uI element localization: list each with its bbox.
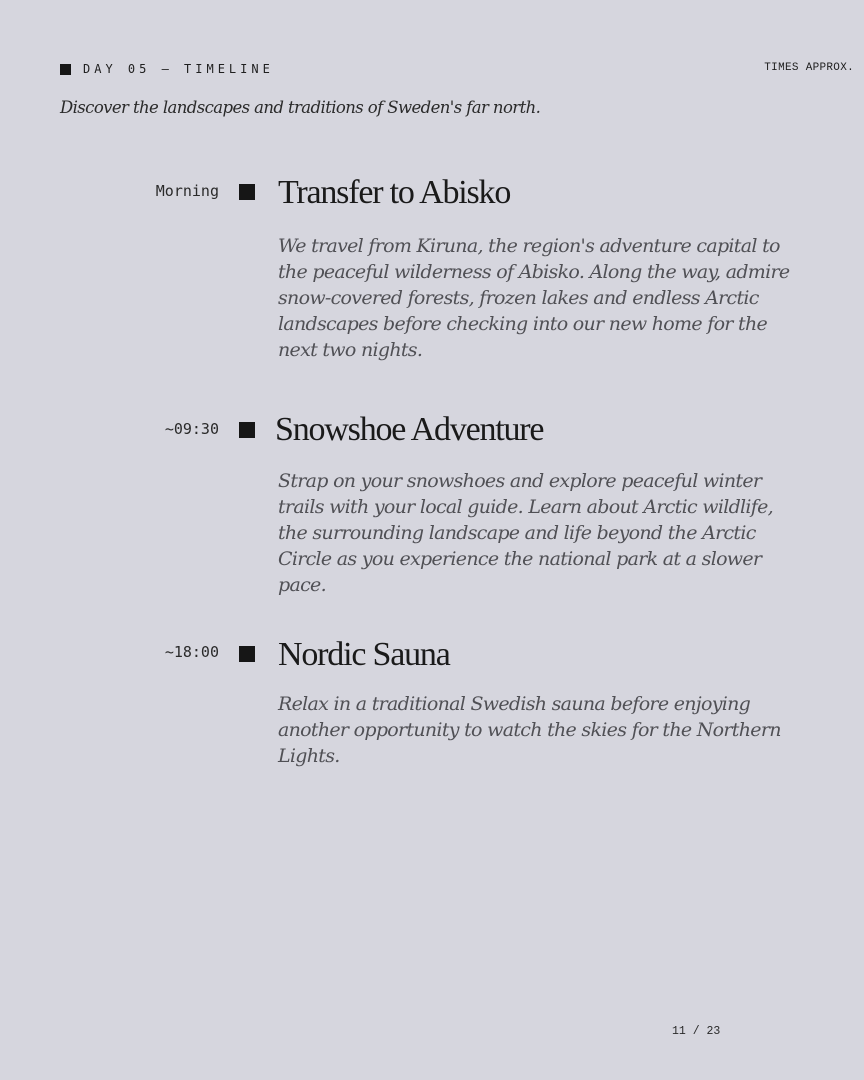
entry-title: Snowshoe Adventure [275,411,544,448]
square-marker-icon [239,184,255,200]
entry-time: ~18:00 [164,643,219,661]
entry-title: Transfer to Abisko [278,174,511,211]
section-eyebrow: DAY 05 — TIMELINE [83,62,274,76]
entry-title: Nordic Sauna [278,636,450,673]
times-approx-note: TIMES APPROX. [764,62,854,74]
entry-description: We travel from Kiruna, the region's adventure capital to the peaceful wilderness of Abisko. Along the way, admire snow-covered forests, frozen lakes and endless Arctic landscapes before checking into our new home for the next two nights. [278,235,790,361]
entry-time: Morning [155,182,219,200]
section-header [60,62,274,76]
page-number: 11 / 23 [672,1025,721,1038]
square-marker-icon [239,646,255,662]
entry-description: Strap on your snowshoes and explore peaceful winter trails with your local guide. Learn about Arctic wildlife, the surrounding landscape and life beyond the Arctic Circle as you experience the national park at a slower pace. [278,470,774,596]
entry-description: Relax in a traditional Swedish sauna before enjoying another opportunity to watch the skies for the Northern Lights. [278,693,781,767]
square-bullet-icon [60,64,71,75]
square-marker-icon [239,422,255,438]
page-subtitle: Discover the landscapes and traditions of Sweden's far north. [60,98,541,117]
entry-time: ~09:30 [164,420,219,438]
